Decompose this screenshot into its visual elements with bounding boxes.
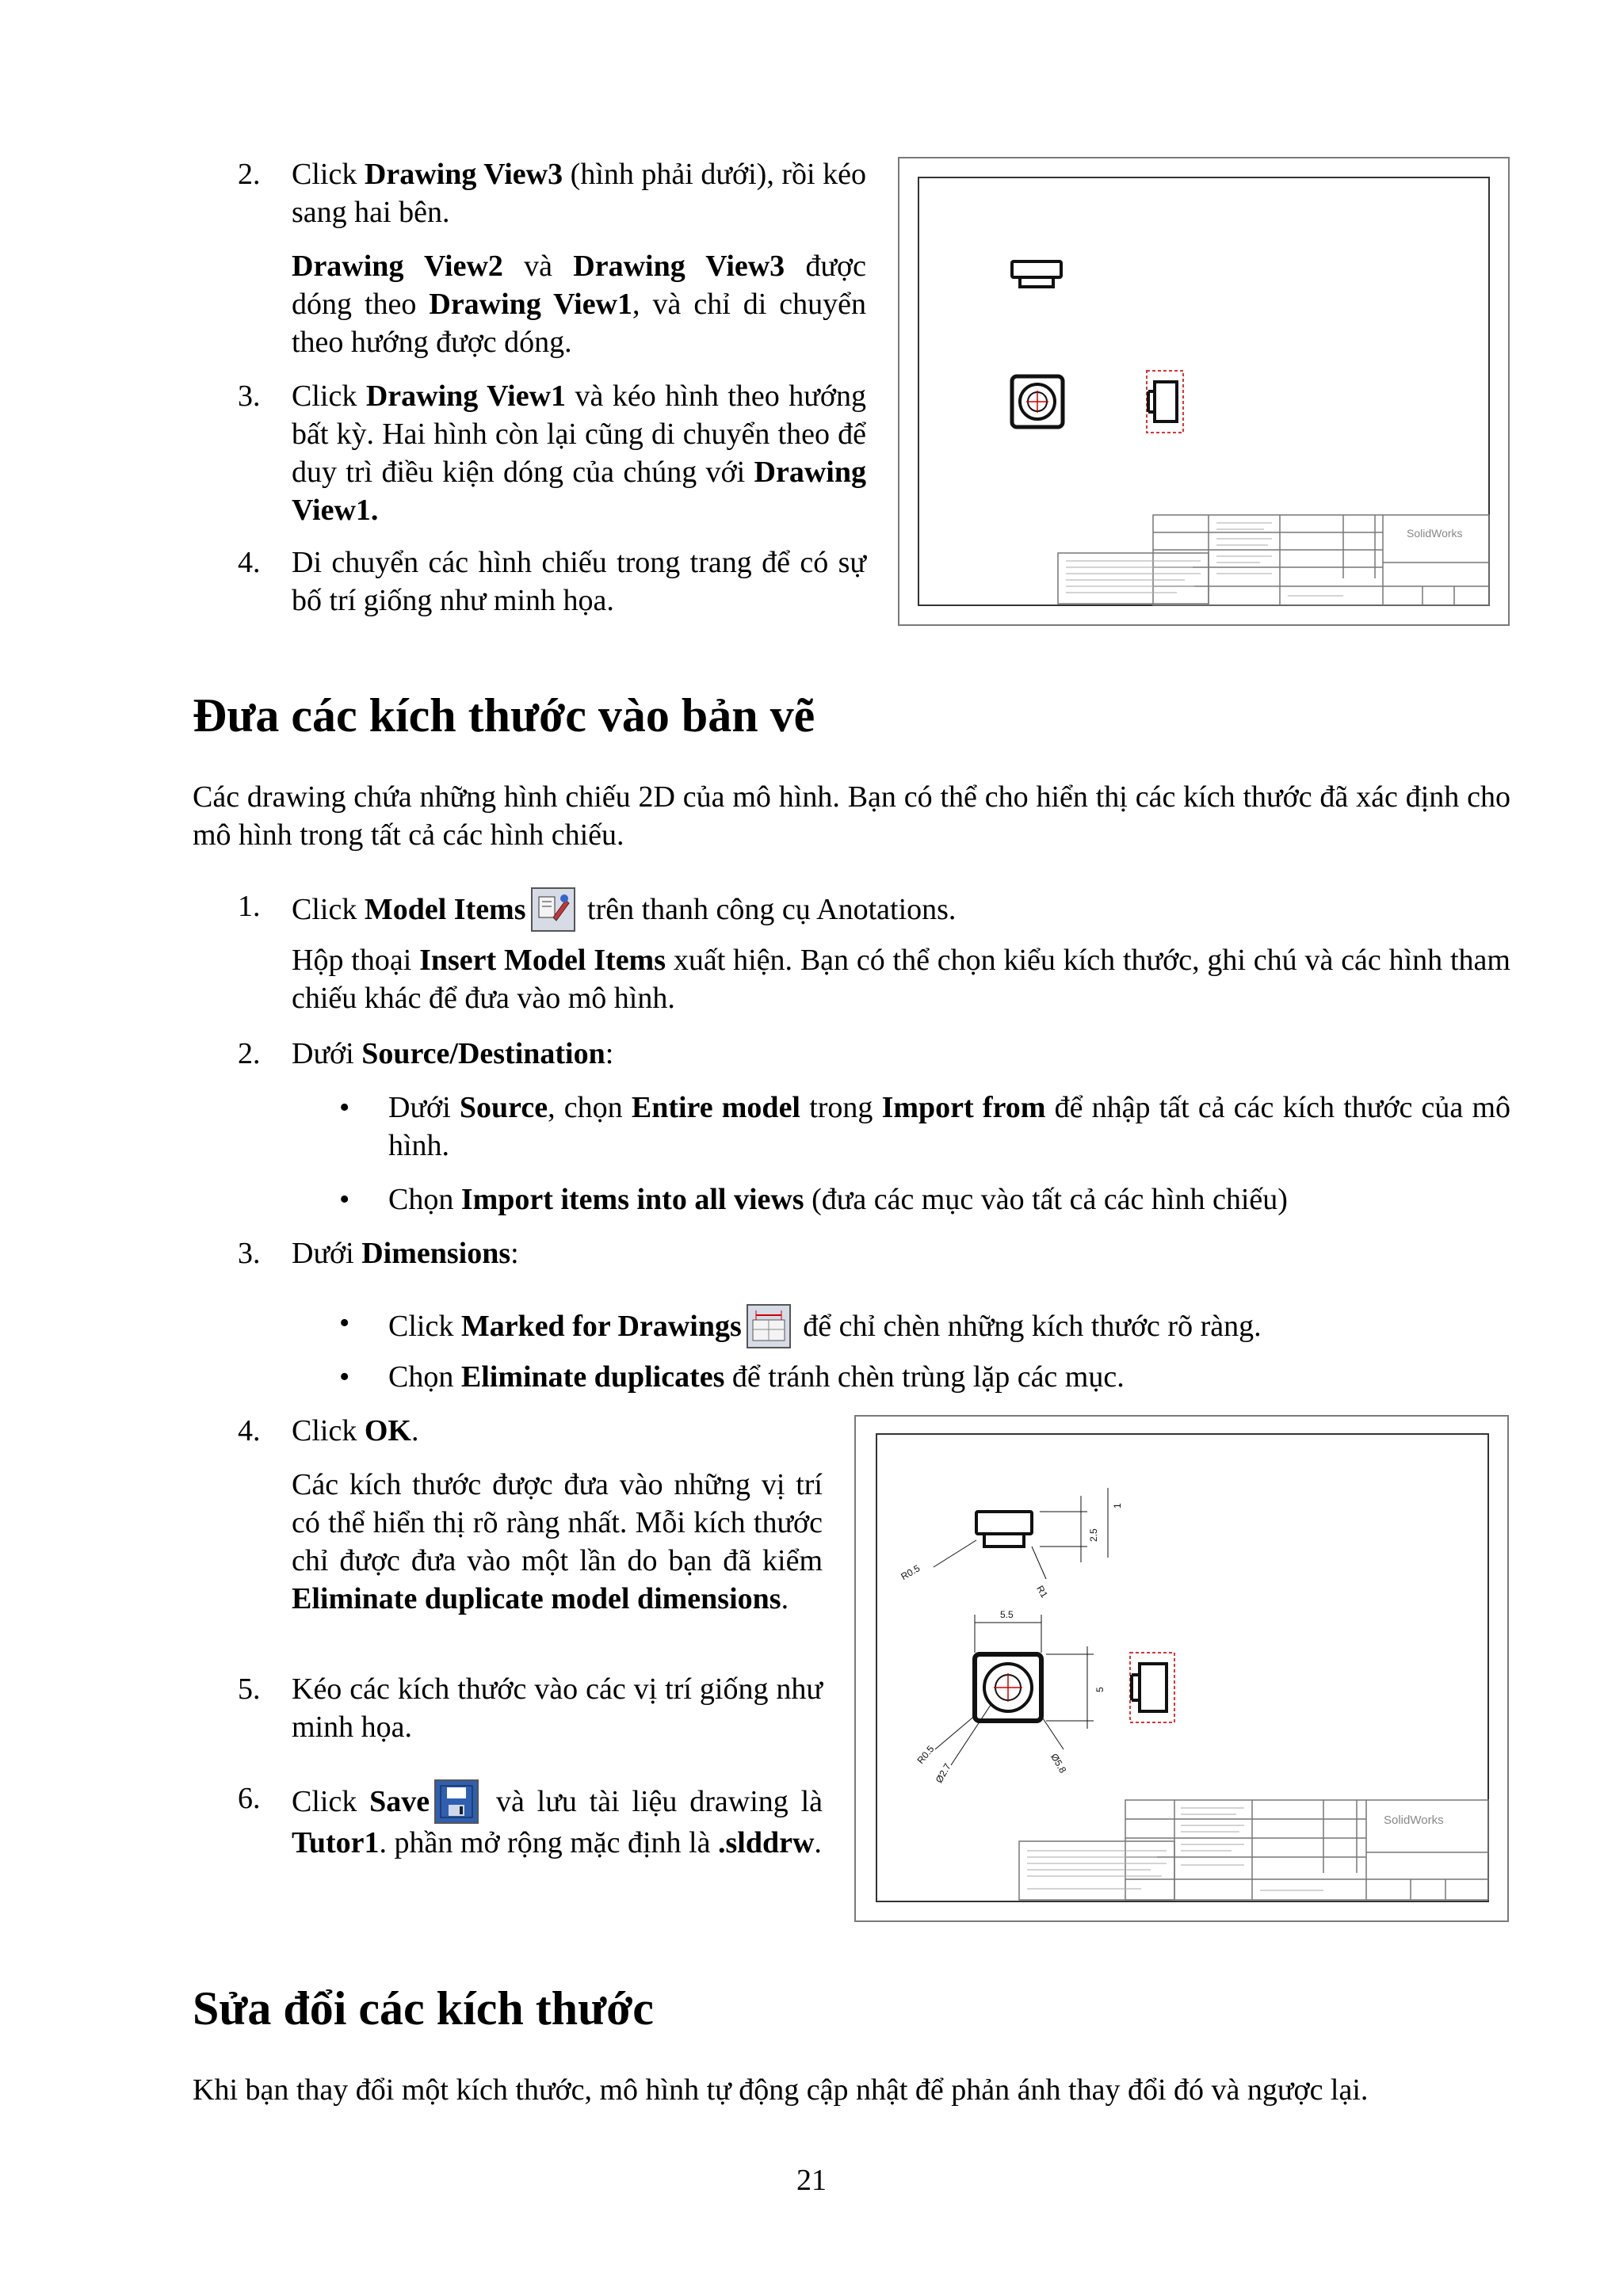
step-2-note: Drawing View2 và Drawing View3 được dóng theo Drawing View1, và chỉ di chuyển theo hướng được dóng. [292,250,866,359]
s3-text: Dưới Dimensions: [292,1237,519,1270]
figure-2-brand: SolidWorks [1384,1814,1444,1827]
front-view-part [1012,376,1063,427]
s2-bullet-2: Chọn Import items into all views (đưa các mục vào tất cả các hình chiếu) [388,1183,1288,1216]
svg-text:Ø5.8: Ø5.8 [1048,1751,1069,1775]
s4-number: 4. [238,1414,261,1447]
svg-text:R0.5: R0.5 [915,1743,937,1766]
svg-text:R1: R1 [1034,1583,1051,1600]
marked-for-drawings-icon [747,1304,791,1348]
figure-1-brand: SolidWorks [1407,527,1463,540]
step-3-number: 3. [238,379,261,413]
s2-text: Dưới Source/Destination: [292,1037,614,1070]
s4-note: Các kích thước được đưa vào những vị trí có thể hiển thị rõ ràng nhất. Mỗi kích thước chỉ được đưa vào một lần do bạn đã kiểm Eliminate duplicate model dimensions. [292,1468,823,1615]
svg-text:5: 5 [1094,1687,1106,1692]
save-icon [434,1779,479,1824]
section-heading-insert-dimensions: Đưa các kích thước vào bản vẽ [193,689,815,742]
step-2-number: 2. [238,158,261,191]
s2-number: 2. [238,1037,261,1070]
dimensioned-right-view [1130,1653,1174,1722]
s5-number: 5. [238,1672,261,1706]
s5-text: Kéo các kích thước vào các vị trí giống như minh họa. [292,1672,823,1744]
top-view-part [1012,261,1061,287]
dimensioned-top-view [934,1488,1108,1579]
svg-text:5.5: 5.5 [1000,1609,1014,1620]
step-3-text: Click Drawing View1 và kéo hình theo hướng bất kỳ. Hai hình còn lại cũng di chuyển theo để duy trì điều kiện dóng của chúng với Drawing View1. [292,379,866,527]
s3-bullet-1: Click Marked for Drawings để chỉ chèn những kích thước rõ ràng. [388,1304,1510,1348]
svg-text:R0.5: R0.5 [899,1562,922,1583]
model-items-icon [531,887,575,932]
s3-bullet-1-dot: • [339,1306,350,1340]
svg-text:1: 1 [1112,1503,1123,1508]
s1-note: Hộp thoại Insert Model Items xuất hiện. Bạn có thể chọn kiểu kích thước, ghi chú và các hình tham chiếu khác để đưa vào mô hình. [292,944,1510,1015]
svg-text:2.5: 2.5 [1088,1528,1099,1542]
s3-bullet-2: Chọn Eliminate duplicates để tránh chèn trùng lặp các mục. [388,1360,1125,1394]
s2-bullet-1-dot: • [339,1091,350,1124]
intro-paragraph-2: Khi bạn thay đổi một kích thước, mô hình tự động cập nhật để phản ánh thay đổi đó và ngược lại. [193,2073,1369,2107]
drawing-sheet-2-svg [856,1417,1507,1920]
dimensioned-front-view [935,1615,1094,1765]
s3-number: 3. [238,1237,261,1270]
s3-bullet-2-dot: • [339,1360,350,1394]
s4-text: Click OK. [292,1414,419,1447]
section-heading-modify-dimensions: Sửa đổi các kích thước [193,1982,654,2035]
svg-text:Ø2.7: Ø2.7 [933,1761,953,1785]
s6-text: Click Save và lưu tài liệu drawing là Tutor1. phần mở rộng mặc định là .slddrw. [292,1779,823,1862]
step-2-text: Click Drawing View3 (hình phải dưới), rồi kéo sang hai bên. [292,158,867,229]
step-4-number: 4. [238,546,261,579]
s2-bullet-1: Dưới Source, chọn Entire model trong Import from để nhập tất cả các kích thước của mô hình. [388,1091,1511,1162]
s2-bullet-2-dot: • [339,1183,350,1216]
s1-text: Click Model Items trên thanh công cụ Anotations. [292,887,1510,932]
step-4-text: Di chuyển các hình chiếu trong trang để có sự bố trí giống như minh họa. [292,546,866,617]
s6-number: 6. [238,1782,261,1815]
intro-paragraph-1: Các drawing chứa những hình chiếu 2D của mô hình. Bạn có thể cho hiển thị các kích thước đã xác định cho mô hình trong tất cả các hình chiếu. [193,780,1510,852]
drawing-sheet-figure-1 [898,157,1510,626]
drawing-sheet-1-svg [899,158,1508,624]
drawing-sheet-figure-2 [854,1415,1509,1922]
page-number: 21 [796,2164,827,2197]
s1-number: 1. [238,890,261,923]
right-view-part [1147,371,1183,433]
